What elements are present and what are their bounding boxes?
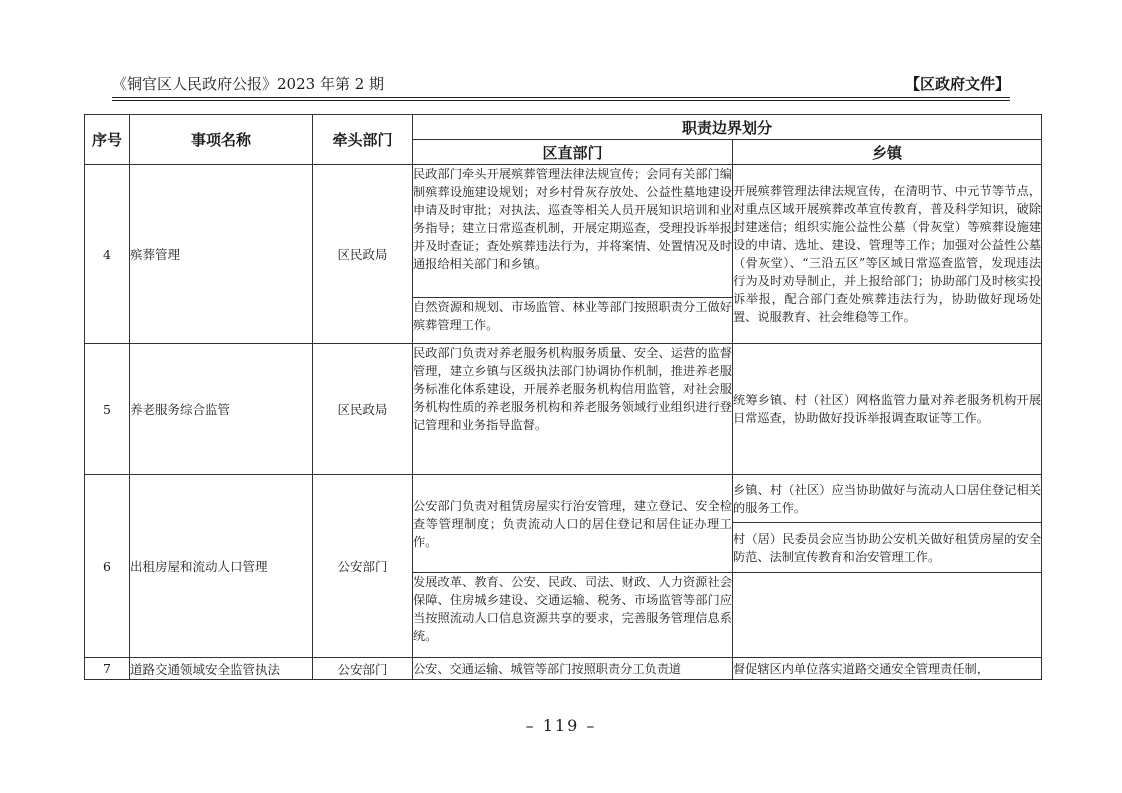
row-seq: 7: [85, 658, 130, 680]
row-district-duty: 公安、交通运输、城管等部门按照职责分工负责道: [413, 658, 733, 680]
row-town-duty: 开展殡葬管理法律法规宣传，在清明节、中元节等节点，对重点区域开展殡葬改革宣传教育，普及科学知识，破除封建迷信；组织实施公益性公墓（骨灰堂）等殡葬设施建设的申请、选址、建设、管理等工作；加强对公益性公墓（骨灰堂）、“三沿五区”等区域日常巡查监管，发现违法行为及时劝导制止，并上报给部门；协助部门及时核实投诉举报，配合部门查处殡葬违法行为，协助做好现场处置、说服教育、社会维稳等工作。: [733, 165, 1042, 344]
row-item: 养老服务综合监管: [130, 344, 313, 475]
row-district-duty: 民政部门牵头开展殡葬管理法律法规宣传；会同有关部门编制殡葬设施建设规划；对乡村骨灰存放处、公益性墓地建设申请及时审批；对执法、巡查等相关人员开展知识培训和业务指导；建立日常巡查机制，开展定期巡查，受理投诉举报并及时查证；查处殡葬违法行为，并将案情、处置情况及时通报给相关部门和乡镇。: [413, 165, 733, 298]
row-town-duty: 村（居）民委员会应当协助公安机关做好租赁房屋的安全防范、法制宣传教育和治安管理工作。: [733, 523, 1042, 573]
table-row: [85, 658, 1042, 680]
row-item: 殡葬管理: [130, 165, 313, 344]
page-number: – 119 –: [525, 716, 597, 735]
row-item: 道路交通领域安全监管执法: [130, 658, 313, 680]
header-seq: 序号: [85, 115, 130, 165]
row-town-duty: 统筹乡镇、村（社区）网格监管力量对养老服务机构开展日常巡查，协助做好投诉举报调查取证等工作。: [733, 344, 1042, 475]
header-town: 乡镇: [733, 140, 1042, 165]
row-seq: 4: [85, 165, 130, 344]
row-town-duty: 乡镇、村（社区）应当协助做好与流动人口居住登记相关的服务工作。: [733, 475, 1042, 523]
bulletin-title: 《铜官区人民政府公报》2023 年第 2 期: [112, 75, 385, 93]
header-lead: 牵头部门: [313, 115, 413, 165]
row-town-empty: [733, 573, 1042, 658]
row-seq: 6: [85, 475, 130, 658]
row-district-duty: 民政部门负责对养老服务机构服务质量、安全、运营的监督管理，建立乡镇与区级执法部门协调协作机制，推进养老服务标准化体系建设，开展养老服务机构信用监管，对社会服务机构性质的养老服务机构和养老服务领域行业组织进行登记管理和业务指导监督。: [413, 344, 733, 475]
header-rule: [112, 97, 1010, 98]
row-lead: 区民政局: [313, 344, 413, 475]
duty-table: [84, 114, 1042, 680]
header-district: 区直部门: [413, 140, 733, 165]
row-district-duty: 发展改革、教育、公安、民政、司法、财政、人力资源社会保障、住房城乡建设、交通运输、税务、市场监管等部门应当按照流动人口信息资源共享的要求，完善服务管理信息系统。: [413, 573, 733, 658]
row-district-duty: 公安部门负责对租赁房屋实行治安管理，建立登记、安全检查等管理制度；负责流动人口的居住登记和居住证办理工作。: [413, 475, 733, 573]
header-division: 职责边界划分: [413, 115, 1042, 140]
row-item: 出租房屋和流动人口管理: [130, 475, 313, 658]
row-lead: 公安部门: [313, 475, 413, 658]
header-item: 事项名称: [130, 115, 313, 165]
table-row: [85, 475, 1042, 523]
row-lead: 区民政局: [313, 165, 413, 344]
table-row: [85, 165, 1042, 298]
section-label: 【区政府文件】: [904, 75, 1010, 93]
row-seq: 5: [85, 344, 130, 475]
table-row: [85, 344, 1042, 475]
header-rule-thin: [112, 100, 1010, 101]
row-town-duty: 督促辖区内单位落实道路交通安全管理责任制，: [733, 658, 1042, 680]
row-lead: 公安部门: [313, 658, 413, 680]
row-district-duty: 自然资源和规划、市场监管、林业等部门按照职责分工做好殡葬管理工作。: [413, 298, 733, 344]
